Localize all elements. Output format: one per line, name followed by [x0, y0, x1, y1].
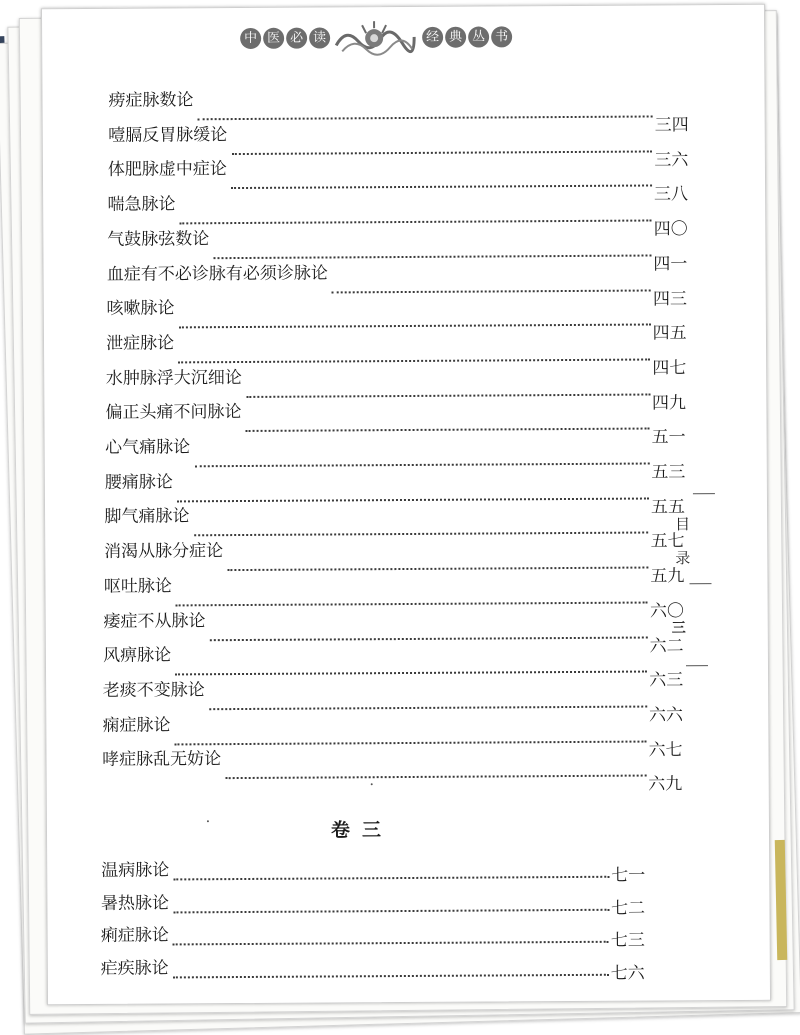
toc-entry-title: 暑热脉论: [100, 892, 170, 914]
header-badge: 医: [263, 28, 284, 49]
toc-entry-page: 四九: [651, 392, 687, 414]
toc-entry-page: 三八: [653, 184, 689, 205]
toc-entry: [101, 856, 645, 889]
dot-leader: [231, 185, 652, 190]
dot-leader: [198, 115, 653, 120]
series-header: [236, 16, 526, 60]
toc-entry-title: 心气痛脉论: [105, 437, 191, 458]
dot-leader: [225, 775, 646, 780]
toc-entry-title: 痿症不从脉论: [103, 610, 206, 632]
dot-leader: [173, 941, 609, 946]
toc-entry-title: 疟疾脉论: [100, 957, 169, 979]
toc-entry-page: 三四: [654, 115, 689, 136]
header-badge: 必: [286, 28, 307, 49]
toc-entry-page: 三六: [654, 149, 689, 171]
toc-entry-page: 六九: [648, 774, 683, 795]
toc-entry-page: 七三: [610, 930, 645, 951]
dot-leader: [246, 393, 650, 397]
toc-entry-page: 四五: [652, 323, 687, 344]
toc-entry-page: 四一: [653, 254, 688, 275]
toc-entry-title: 消渴从脉分症论: [104, 541, 224, 562]
toc-entry-page: 七六: [610, 963, 645, 984]
toc-entry-title: 痫症脉论: [102, 715, 171, 736]
toc-entry-page: 五五: [650, 496, 686, 518]
toc-entry-page: 六六: [648, 705, 683, 726]
toc-entry-title: 体肥脉虚中症论: [107, 159, 227, 181]
toc-entry-page: 五七: [650, 531, 685, 552]
dot-leader: [332, 289, 651, 293]
header-badge: 丛: [468, 26, 489, 47]
toc-entry: [101, 921, 645, 954]
toc-entry-page: 五三: [651, 462, 686, 483]
toc-entry-title: 咳嗽脉论: [106, 298, 175, 320]
toc-entry: [101, 953, 645, 986]
toc-entry-title: 喘急脉论: [107, 194, 176, 215]
dot-leader: [173, 973, 609, 978]
side-rule: [693, 493, 715, 494]
header-badge: 书: [491, 26, 512, 47]
paper-speck: [207, 820, 209, 822]
toc-entry-title: 痨症脉数论: [108, 90, 194, 111]
toc-entry-title: 呕吐脉论: [103, 576, 172, 597]
dot-leader: [246, 428, 650, 432]
dot-leader: [231, 150, 652, 155]
dot-leader: [173, 876, 609, 881]
toc-entry-title: 老痰不变脉论: [102, 680, 205, 701]
toc-entry-title: 哮症脉乱无妨论: [102, 749, 222, 771]
toc-entry-title: 偏正头痛不问脉论: [105, 402, 242, 424]
toc-list: [42, 5, 764, 795]
toc-entry-page: 七二: [611, 898, 646, 919]
toc-entry-title: 泄症脉论: [106, 333, 175, 354]
toc-entry-page: 四三: [652, 288, 688, 309]
dot-leader: [194, 463, 649, 468]
side-label-lu: 录: [675, 549, 691, 568]
toc-entry-page: 六三: [649, 670, 684, 691]
toc-entry-title: 风痹脉论: [103, 645, 172, 667]
header-badge: 典: [445, 27, 466, 48]
dot-leader: [227, 567, 648, 572]
toc-entry-title: 水肿脉浮大沉细论: [105, 367, 242, 389]
toc-entry-title: 腰痛脉论: [104, 472, 173, 493]
toc-entry-page: 六〇: [649, 601, 685, 622]
toc-page: [41, 4, 771, 1005]
toc-entry-page: 五九: [650, 566, 685, 587]
toc-entry-page: 五一: [651, 427, 686, 448]
side-rule: [689, 583, 711, 584]
dot-leader: [173, 908, 609, 913]
toc-entry-title: 温病脉论: [101, 860, 170, 881]
dot-leader: [209, 705, 647, 710]
side-rule: [686, 665, 708, 666]
page-folio: 三: [671, 620, 686, 637]
header-badge: 读: [309, 27, 330, 48]
dot-leader: [210, 636, 648, 641]
toc-entry-title: 脚气痛脉论: [104, 506, 190, 528]
toc-entry-page: 四七: [652, 358, 687, 379]
toc-entry-title: 血症有不必诊脉有必须诊脉论: [106, 262, 328, 285]
header-badge: 中: [240, 28, 261, 49]
ornament-emblem-icon: [332, 19, 416, 58]
header-badge: 经: [422, 27, 443, 48]
dot-leader: [213, 254, 651, 259]
toc-entry-page: 七一: [611, 865, 646, 886]
toc-entry-title: 气鼓脉弦数论: [107, 228, 210, 250]
side-label-mu: 目: [675, 515, 691, 534]
toc-entry-page: 六七: [648, 739, 683, 761]
toc-entry-title: 痢症脉论: [100, 925, 169, 946]
toc-entry-page: 四〇: [653, 219, 688, 240]
toc-entry-title: 噎膈反胃脉缓论: [108, 124, 228, 146]
paper-speck: [371, 783, 373, 785]
toc-entry: [101, 888, 645, 921]
dot-leader: [194, 532, 649, 537]
volume-heading: 卷三: [330, 819, 394, 842]
toc-entry: [102, 745, 683, 795]
toc-entry-page: 六二: [649, 635, 684, 657]
